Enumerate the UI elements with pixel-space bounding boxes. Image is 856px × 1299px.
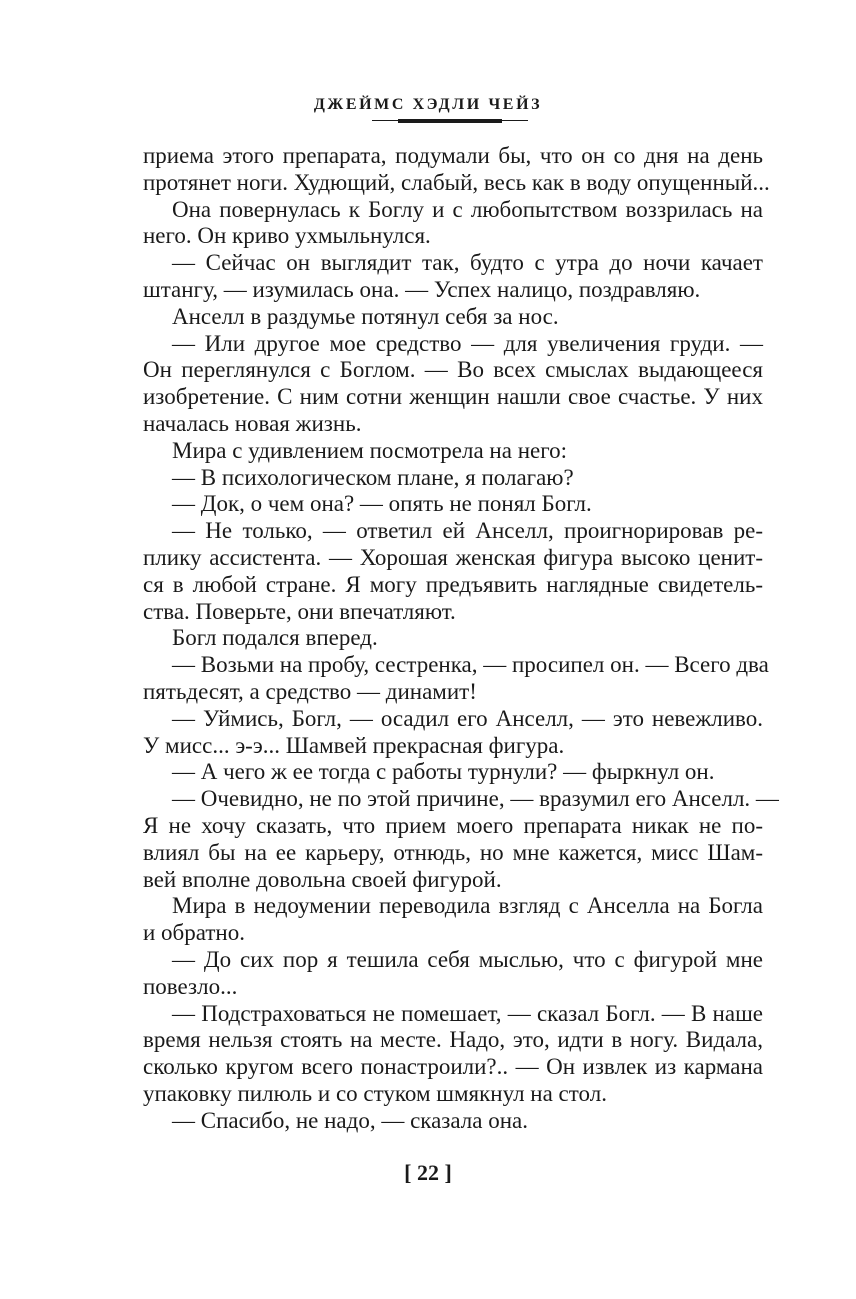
text-line: У мисс... э-э... Шамвей прекрасная фигура. — [143, 732, 565, 758]
text-line: — Очевидно, не по этой причине, — вразумил его Анселл. — — [172, 786, 779, 812]
text-line: изобретение. С ним сотни женщин нашли свое счастье. У них — [143, 384, 763, 410]
text-line: штангу, — изумилась она. — Успех налицо, поздравляю. — [143, 276, 701, 302]
text-line: — Сейчас он выглядит так, будто с утра до ночи качает — [172, 250, 763, 276]
text-line: время нельзя стоять на месте. Надо, это, идти в ногу. Видала, — [143, 1027, 763, 1053]
text-line: — Возьми на пробу, сестренка, — просипел он. — Всего два — [172, 652, 769, 678]
body-text — [143, 143, 779, 1134]
text-line: вей вполне довольна своей фигурой. — [143, 866, 502, 892]
text-line: началась новая жизнь. — [143, 410, 362, 436]
text-line: — В психологическом плане, я полагаю? — [172, 464, 574, 490]
text-line: — Или другое мое средство — для увеличения груди. — — [172, 330, 763, 356]
text-line: — Уймись, Богл, — осадил его Анселл, — это невежливо. — [172, 705, 763, 731]
text-line: него. Он криво ухмыльнулся. — [143, 223, 431, 249]
text-line: — А чего ж ее тогда с работы турнули? — фыркнул он. — [172, 759, 715, 785]
text-line: сколько кругом всего понастроили?.. — Он извлек из кармана — [143, 1054, 763, 1080]
running-head: ДЖЕЙМС ХЭДЛИ ЧЕЙЗ — [313, 96, 543, 113]
text-line: протянет ноги. Худющий, слабый, весь как в воду опущенный... — [143, 169, 770, 195]
text-line: Она повернулась к Боглу и с любопытством воззрилась на — [172, 196, 763, 222]
text-line: ства. Поверьте, они впечатляют. — [143, 598, 456, 624]
text-line: Мира с удивлением посмотрела на него: — [172, 437, 567, 463]
text-line: Богл подался вперед. — [172, 625, 378, 651]
text-line: приема этого препарата, подумали бы, что он со дня на день — [143, 143, 763, 168]
text-line: и обратно. — [143, 920, 245, 946]
text-line: Мира в недоумении переводила взгляд с Анселла на Богла — [172, 893, 763, 919]
text-line: плику ассистента. — Хорошая женская фигура высоко ценит- — [143, 544, 763, 570]
text-line: упаковку пилюль и со стуком шмякнул на стол. — [143, 1080, 607, 1106]
text-line: — До сих пор я тешила себя мыслью, что с фигурой мне — [172, 946, 763, 972]
text-line: — Док, о чем она? — опять не понял Богл. — [172, 491, 592, 517]
text-line: ся в любой стране. Я могу предъявить наглядные свидетель- — [143, 571, 763, 597]
text-line: — Подстраховаться не помешает, — сказал Богл. — В наше — [172, 1000, 763, 1026]
text-line: влиял бы на ее карьеру, отнюдь, но мне кажется, мисс Шам- — [143, 839, 763, 865]
text-line: повезло... — [143, 973, 238, 999]
running-head-rule-accent — [398, 119, 502, 123]
text-line: — Спасибо, не надо, — сказала она. — [172, 1107, 529, 1133]
page-number: [ 22 ] — [404, 1160, 452, 1185]
text-line: пятьдесят, а средство — динамит! — [143, 678, 477, 704]
text-line: — Не только, — ответил ей Анселл, проигнорировав ре- — [172, 518, 763, 544]
text-line: Я не хочу сказать, что прием моего препарата никак не по- — [143, 812, 763, 838]
text-line: Он переглянулся с Боглом. — Во всех смыслах выдающееся — [143, 357, 763, 383]
text-line: Анселл в раздумье потянул себя за нос. — [172, 303, 559, 329]
